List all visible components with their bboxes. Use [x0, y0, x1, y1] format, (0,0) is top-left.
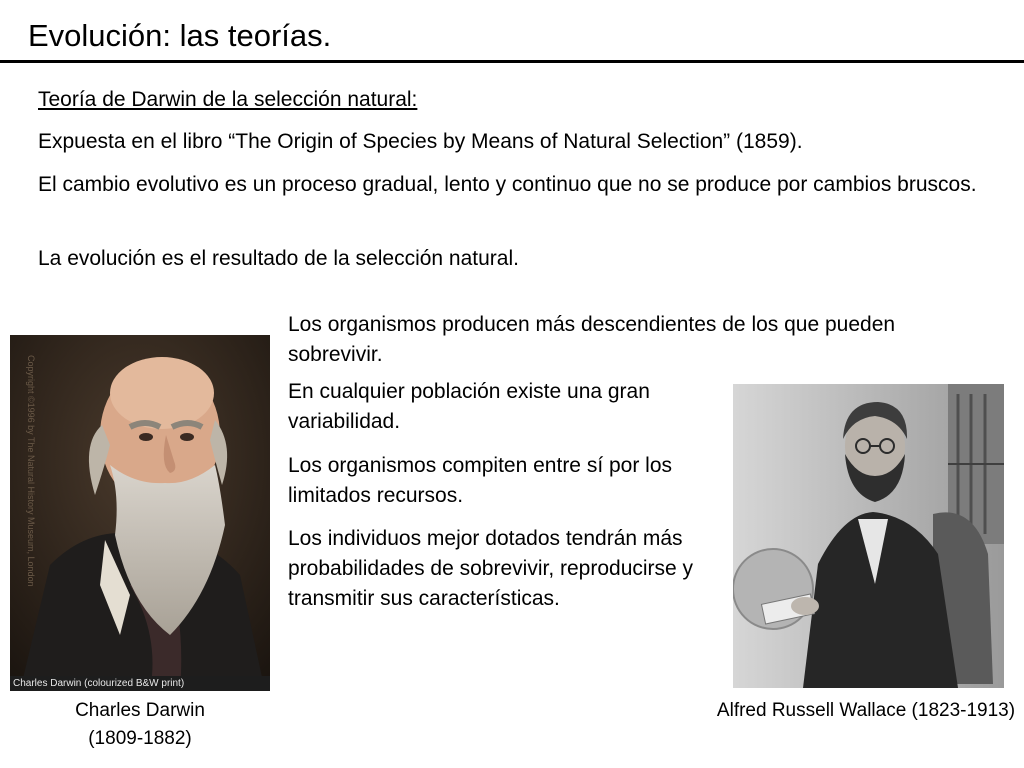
section-heading: Teoría de Darwin de la selección natural:	[38, 88, 418, 111]
paragraph-competition: Los organismos compiten entre sí por los limitados recursos.	[288, 454, 673, 507]
darwin-caption-name: Charles Darwin	[75, 700, 205, 721]
darwin-photo-label: Charles Darwin (colourized B&W print)	[10, 676, 270, 691]
slide-title: Evolución: las teorías.	[28, 18, 332, 53]
paragraph-more-offspring: Los organismos producen más descendientes de los que pueden sobrevivir.	[288, 313, 896, 366]
wallace-portrait	[733, 384, 1004, 688]
paragraph-variability: En cualquier población existe una gran variabilidad.	[288, 380, 650, 433]
paragraph-natural-selection: La evolución es el resultado de la selección natural.	[38, 247, 519, 270]
paragraph-gradual-change: El cambio evolutivo es un proceso gradual, lento y continuo que no se produce por cambios bruscos.	[38, 173, 977, 196]
darwin-caption-dates: (1809-1882)	[88, 728, 192, 749]
title-divider	[0, 60, 1024, 63]
svg-text:Copyright ©1996 by The Natural: Copyright ©1996 by The Natural History Museum, London	[26, 355, 36, 587]
darwin-portrait-illustration	[10, 335, 270, 691]
wallace-portrait-illustration	[733, 384, 1004, 688]
darwin-caption	[20, 697, 260, 753]
darwin-portrait	[10, 335, 270, 691]
paragraph-origin-of-species: Expuesta en el libro “The Origin of Species by Means of Natural Selection” (1859).	[38, 130, 803, 153]
paragraph-best-fitted: Los individuos mejor dotados tendrán más probabilidades de sobrevivir, reproducirse y transmitir sus características.	[288, 527, 694, 610]
wallace-caption: Alfred Russell Wallace (1823-1913)	[716, 700, 1016, 721]
